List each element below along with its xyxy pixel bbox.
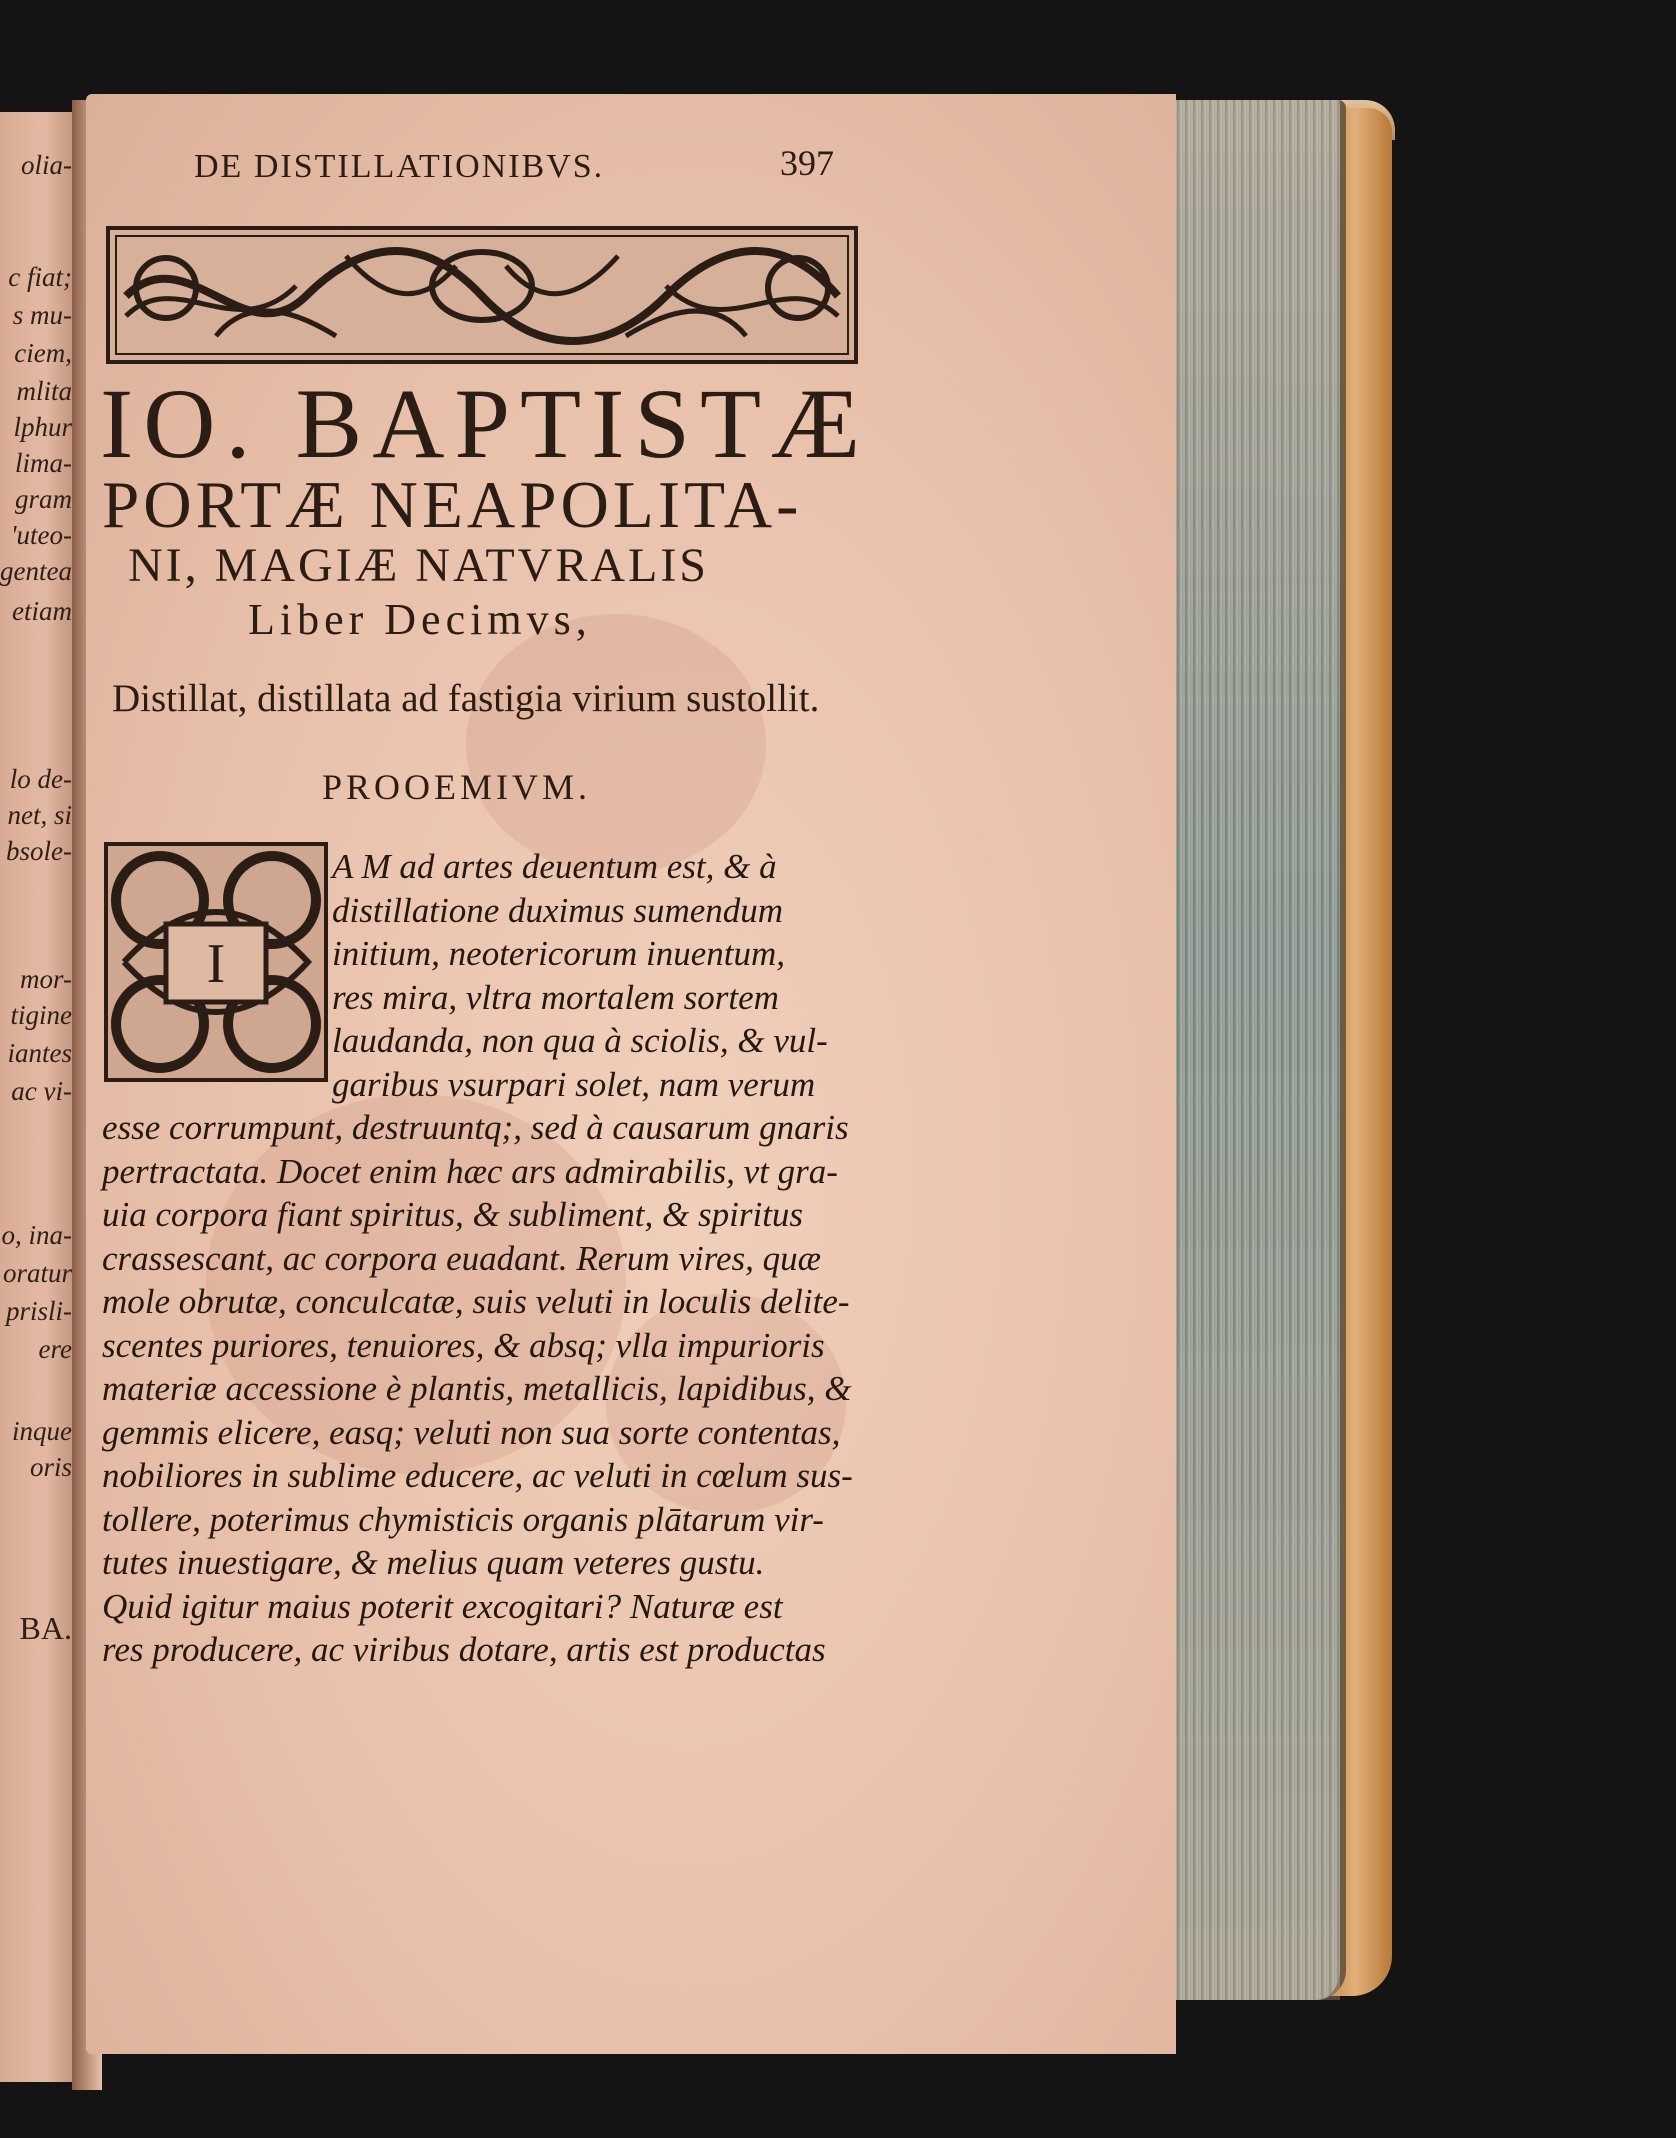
left-page-fragment: oris bbox=[29, 1452, 72, 1482]
left-page-fragment: prisli- bbox=[5, 1296, 72, 1326]
left-page-fragment: tigine bbox=[10, 1000, 72, 1030]
running-head-title: DE DISTILLATIONIBVS. bbox=[194, 148, 605, 185]
body-line: esse corrumpunt, destruuntq;, sed à causarum gnaris bbox=[102, 1108, 849, 1147]
body-line: scentes puriores, tenuiores, & absq; vlla impurioris bbox=[102, 1325, 825, 1365]
foxing-stain bbox=[466, 614, 766, 874]
left-page-fragment: c fiat; bbox=[8, 262, 72, 292]
left-page-fragment: oratur bbox=[2, 1258, 72, 1288]
page-number: 397 bbox=[780, 143, 834, 183]
left-page-fragment: iantes bbox=[7, 1038, 72, 1068]
body-line: res producere, ac viribus dotare, artis est productas bbox=[102, 1630, 826, 1669]
body-line: crassescant, ac corpora euadant. Rerum vires, quæ bbox=[102, 1238, 822, 1278]
body-line: Quid igitur maius poterit excogitari? Naturæ est bbox=[102, 1586, 783, 1626]
left-page-fragment: s mu- bbox=[12, 300, 72, 330]
left-page-fragment: gram bbox=[14, 484, 72, 514]
body-line: pertractata. Docet enim hæc ars admirabilis, vt gra- bbox=[102, 1151, 838, 1191]
drop-cap-letter: I bbox=[206, 933, 226, 995]
left-page-fragment: bsole- bbox=[6, 836, 72, 866]
body-line: garibus vsurpari solet, nam verum bbox=[332, 1064, 816, 1104]
section-heading: PROOEMIVM. bbox=[322, 767, 592, 807]
left-page-fragment: BA. bbox=[19, 1610, 72, 1646]
body-line: distillatione duximus sumendum bbox=[332, 890, 784, 930]
title-line-4: Liber Decimvs, bbox=[248, 595, 592, 644]
body-line: A M ad artes deuentum est, & à bbox=[332, 847, 777, 886]
previous-page bbox=[0, 112, 82, 2082]
title-line-2: PORTÆ NEAPOLITA- bbox=[102, 468, 803, 542]
left-page-fragment: mor- bbox=[20, 964, 72, 994]
title-line-1: IO. BAPTISTÆ bbox=[100, 368, 871, 479]
body-line: res mira, vltra mortalem sortem bbox=[332, 977, 779, 1017]
body-line: uia corpora fiant spiritus, & subliment, & spiritus bbox=[102, 1195, 804, 1234]
left-page-fragment: gentea bbox=[0, 556, 72, 586]
left-page-fragment: etiam bbox=[12, 596, 72, 626]
left-page-fragment: ac vi- bbox=[11, 1076, 72, 1106]
body-line: tollere, poterimus chymisticis organis plātarum vir- bbox=[102, 1499, 824, 1539]
left-page-fragment: ciem, bbox=[14, 338, 72, 368]
drop-cap-ornament bbox=[104, 842, 328, 1082]
motto: Distillat, distillata ad fastigia virium sustollit. bbox=[112, 677, 820, 720]
body-line: gemmis elicere, easq; veluti non sua sorte contentas, bbox=[102, 1412, 841, 1452]
left-page-fragment: lima- bbox=[15, 448, 72, 478]
left-page-fragment: o, ina- bbox=[1, 1220, 72, 1250]
body-line: initium, neotericorum inuentum, bbox=[332, 934, 786, 973]
body-line: mole obrutæ, conculcatæ, suis veluti in loculis delite- bbox=[102, 1282, 850, 1321]
fore-edge-shade bbox=[1150, 100, 1340, 2000]
left-page-fragment: lo de- bbox=[9, 764, 72, 794]
body-line: laudanda, non qua à sciolis, & vul- bbox=[332, 1021, 828, 1060]
left-page-fragment: ere bbox=[38, 1334, 72, 1364]
left-page-fragment: 'uteo- bbox=[10, 520, 72, 550]
left-page-fragment: olia- bbox=[21, 150, 72, 180]
body-line: tutes inuestigare, & melius quam veteres gustu. bbox=[102, 1543, 765, 1582]
body-line: nobiliores in sublime educere, ac veluti in cœlum sus- bbox=[102, 1456, 853, 1495]
title-line-3: NI, MAGIÆ NATVRALIS bbox=[128, 539, 709, 592]
left-page-fragment: mlita bbox=[16, 376, 72, 406]
left-page-fragment: net, si bbox=[7, 800, 72, 830]
running-head bbox=[194, 143, 834, 186]
left-page-fragment: inque bbox=[12, 1416, 72, 1446]
body-line: materiæ accessione è plantis, metallicis, lapidibus, & bbox=[102, 1369, 852, 1408]
headpiece-ornament bbox=[106, 226, 858, 364]
left-page-fragment: lphur bbox=[13, 412, 72, 442]
